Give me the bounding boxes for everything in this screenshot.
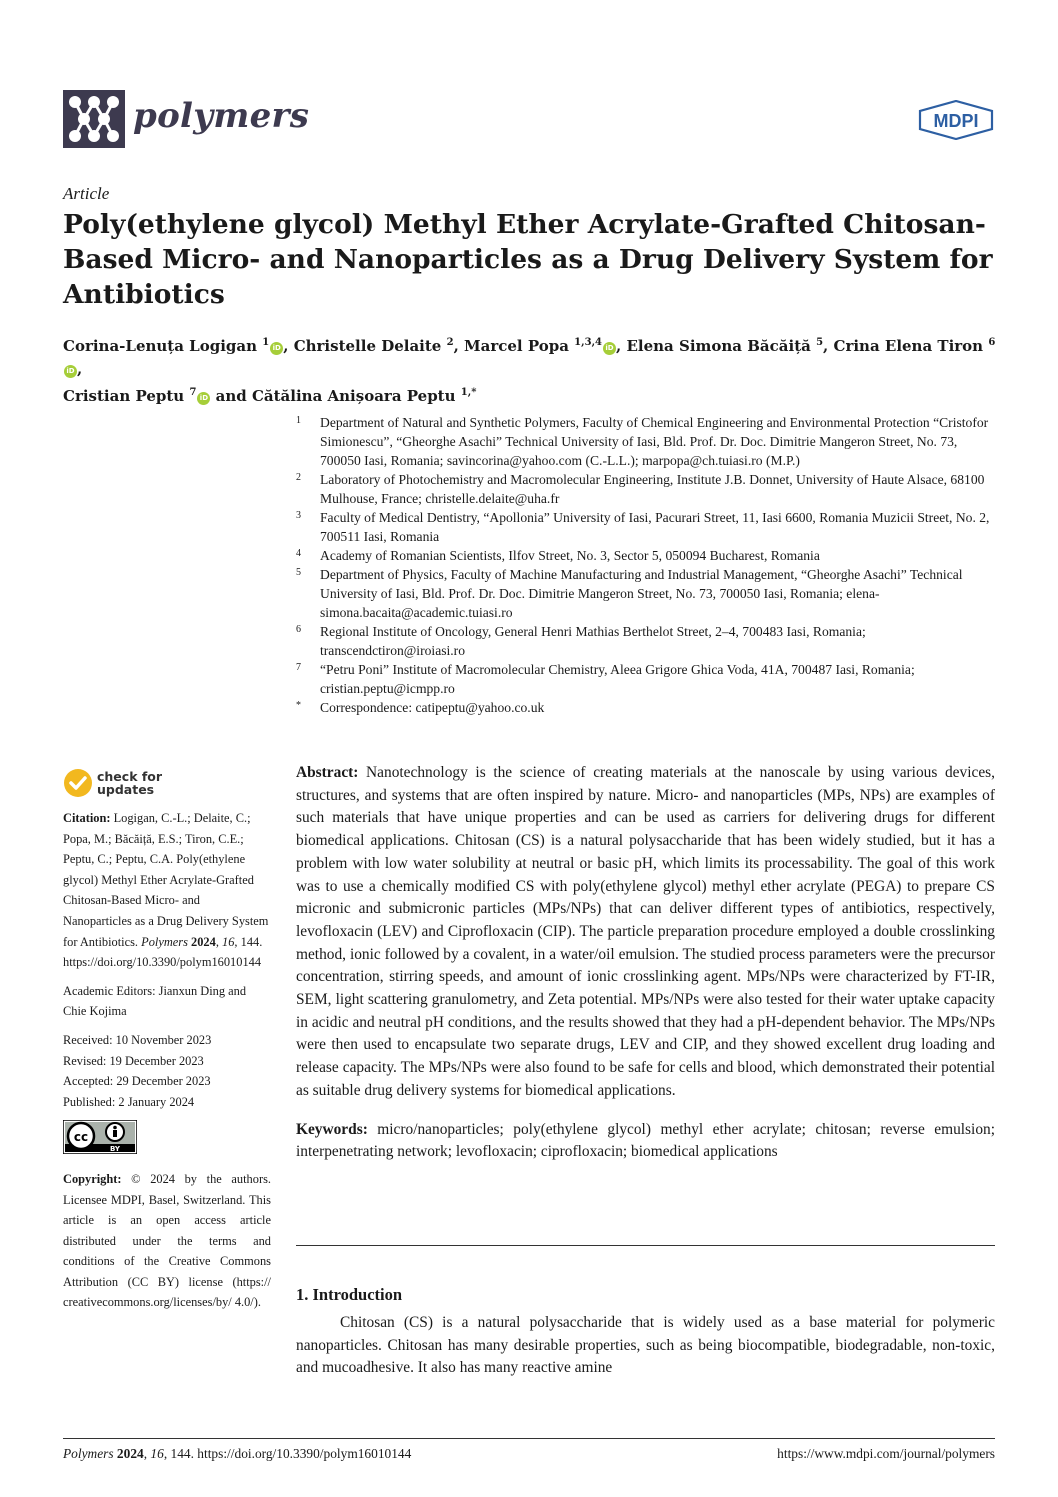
mdpi-logo-text: MDPI: [933, 111, 979, 131]
author-separator: ,: [453, 337, 465, 355]
citation-label: Citation:: [63, 811, 111, 825]
affiliation-item: [296, 698, 996, 717]
mdpi-logo: [918, 100, 994, 145]
article-type: Article: [63, 184, 110, 203]
affiliation-list: [296, 413, 996, 717]
footer-volume: 16: [150, 1446, 164, 1461]
author-affiliation-number: 7: [189, 387, 197, 398]
orcid-icon[interactable]: iD: [64, 365, 77, 378]
affiliation-text: Academy of Romanian Scientists, Ilfov Street, No. 3, Sector 5, 050094 Bucharest, Romania: [320, 548, 820, 563]
abstract-label: Abstract:: [296, 764, 359, 781]
affiliation-number: 2: [296, 472, 301, 483]
date-line: Received: 10 November 2023: [63, 1032, 212, 1047]
cc-by-license-badge[interactable]: [63, 1120, 271, 1161]
orcid-icon[interactable]: iD: [197, 392, 210, 405]
author-separator: ,: [77, 360, 83, 378]
check-updates-line2: updates: [97, 782, 155, 797]
affiliation-number: 7: [296, 662, 301, 673]
affiliation-text: Regional Institute of Oncology, General Henri Mathias Berthelot Street, 2–4, 700483 Iasi, Romania; transcendctiron@iroiasi.ro: [320, 624, 866, 658]
keywords-text: micro/nanoparticles; poly(ethylene glycol) methyl ether acrylate; chitosan; reverse emulsion; interpenetrating network; levofloxacin; ciprofloxacin; biomedical applications: [296, 1120, 995, 1161]
affiliation-text: “Petru Poni” Institute of Macromolecular Chemistry, Aleea Grigore Ghica Voda, 41A, 700487 Iasi, Romania; cristian.peptu@icmpp.ro: [320, 662, 915, 696]
affiliation-number: 1: [296, 415, 301, 426]
citation-volume: 16: [222, 934, 235, 949]
affiliation-number: 3: [296, 510, 301, 521]
citation-text: Logigan, C.-L.; Delaite, C.; Popa, M.; Băcăiță, E.S.; Tiron, C.E.; Peptu, C.; Peptu, C.A. Poly(ethylene glycol) Methyl Ether Acrylate-Grafted Chitosan-Based Micro- and Nanoparticles as a Drug Delivery System for Antibiotics.: [63, 811, 269, 949]
citation-block: Citation: Logigan, C.-L.; Delaite, C.; Popa, M.; Băcăiță, E.S.; Tiron, C.E.; Peptu, C.; Peptu, C.A. Poly(ethylene glycol) Methyl Ether Acrylate-Grafted Chitosan-Based Micro- and Nanoparticles as a Drug Delivery System for Antibiotics. Polymers 2024, 16, 144. https://doi.org/10.3390/polym16010144: [63, 811, 269, 970]
intro-text: Chitosan (CS) is a natural polysaccharide that is widely used as a base material for polymeric nanoparticles. Chitosan has many desirable properties, such as being biocompatible, biodegradable, non-toxic, and mucoadhesive. It also has many reactive amine: [296, 1314, 995, 1377]
author-name: Cristian Peptu: [63, 387, 185, 405]
affiliation-text: Department of Physics, Faculty of Machine Manufacturing and Industrial Management, “Gheorghe Asachi” Technical University of Iasi, Bld. Prof. Dr. Doc. Dimitrie Mangeron Street, No. 73, 700050 Iasi, Romania; elena-simona.bacaita@academic.tuiasi.ro: [320, 567, 963, 620]
author-affiliation-number: 6: [988, 337, 996, 348]
author-list: [63, 331, 1003, 408]
affiliation-text: Department of Natural and Synthetic Polymers, Faculty of Chemical Engineering and Environmental Protection “Cristofor Simionescu”, “Gheorghe Asachi” Technical University of Iasi, Bld. Prof. Dr. Doc. Dimitrie Mangeron Street, No. 73, 700050 Iasi, Romania; savincorina@yahoo.com (C.-L.L.); marpopa@ch.tuiasi.ro (M.P.): [320, 415, 989, 468]
abstract-section: [296, 762, 995, 1164]
footer-url[interactable]: https://www.mdpi.com/journal/polymers: [777, 1446, 995, 1461]
affiliation-text: Faculty of Medical Dentistry, “Apollonia” University of Iasi, Pacurari Street, 11, Iasi 6600, Romania Muzicii Street, No. 2, 700511 Iasi, Romania: [320, 510, 990, 544]
citation-year: 2024: [187, 934, 216, 949]
sidebar: [63, 768, 271, 1321]
affiliation-number: 4: [296, 548, 301, 559]
section-divider: [296, 1245, 995, 1246]
orcid-icon[interactable]: iD: [603, 342, 616, 355]
copyright-label: Copyright:: [63, 1171, 122, 1186]
author-separator: ,: [616, 337, 627, 355]
journal-logo: [63, 90, 363, 150]
affiliation-number: *: [296, 700, 301, 711]
author-separator: and: [210, 387, 252, 405]
copyright-block: [63, 1169, 271, 1313]
affiliation-item: [296, 565, 996, 622]
orcid-icon[interactable]: iD: [270, 342, 283, 355]
affiliation-item: [296, 413, 996, 470]
cc-badge-text: BY: [109, 1145, 121, 1154]
author-name: Christelle Delaite: [293, 337, 442, 355]
footer-divider: [63, 1438, 995, 1439]
footer-citation: Polymers 2024, 16, 144. https://doi.org/10.3390/polym16010144: [63, 1446, 412, 1461]
keywords-label: Keywords:: [296, 1120, 368, 1138]
author-name: Elena Simona Băcăiță: [626, 337, 811, 355]
journal-name: polymers: [133, 96, 310, 136]
author-affiliation-number: 1: [262, 337, 270, 348]
intro-heading: 1. Introduction: [296, 1285, 403, 1304]
affiliation-number: 5: [296, 567, 301, 578]
date-line: Published: 2 January 2024: [63, 1094, 195, 1109]
author-affiliation-number: 1,3,4: [574, 337, 603, 348]
affiliation-item: [296, 622, 996, 660]
footer-doi[interactable]: , 144. https://doi.org/10.3390/polym16010144: [163, 1446, 412, 1461]
creative-commons-icon: [63, 1120, 137, 1154]
academic-editors: Academic Editors: Jianxun Ding and Chie Kojima: [63, 983, 247, 1019]
dates-block: [63, 1030, 271, 1112]
article-title: Poly(ethylene glycol) Methyl Ether Acrylate-Grafted Chitosan-Based Micro- and Nanoparticles as a Drug Delivery System for Antibiotics: [63, 209, 993, 310]
author-name: Crina Elena Tiron: [833, 337, 984, 355]
affiliation-item: [296, 546, 996, 565]
abstract-text: Nanotechnology is the science of creating materials at the nanoscale by using various devices, structures, and systems that are often inspired by nature. Micro- and nanoparticles (MPs, NPs) are examples of such materials that have unique properties and can be used as carriers for delivering drugs for different biomedical applications. Chitosan (CS) is a natural polysaccharide that has been widely studied, but it has a problem with low water solubility at neutral or basic pH, which limits its processability. The goal of this work was to use a chemically modified CS with poly(ethylene glycol) methyl ether acrylate (PEGA) to prepare CS micronic and submicronic particles (MPs/NPs) that can deliver different types of antibiotics, respectively, levofloxacin (LEV) and Ciprofloxacin (CIP). The particle preparation procedure employed a double crosslinking method, ionic followed by a covalent, in a water/oil emulsion. The studied process parameters were the precursor concentration, stirring speeds, and amount of ionic crosslinking agent. MPs/NPs were characterized by FT-IR, SEM, light scattering granulometry, and Zeta potential. MPs/NPs were also tested for their water uptake capacity in acidic and neutral pH conditions, and the results showed that they had a pH-dependent behavior. The MPs/NPs were then used to encapsulate two separate drugs, LEV and CIP, and they showed excellent drug loading and release capacity. The MPs/NPs were also found to be safe for cells and blood, which demonstrated their potential as suitable drug delivery systems for biomedical applications.: [296, 764, 995, 1099]
author-separator: ,: [283, 337, 294, 355]
affiliation-text: Correspondence: catipeptu@yahoo.co.uk: [320, 700, 545, 715]
mdpi-logo-icon: [918, 100, 994, 140]
author-separator: ,: [823, 337, 834, 355]
author-affiliation-number: 5: [816, 337, 824, 348]
affiliation-text: Laboratory of Photochemistry and Macromolecular Engineering, Institute J.B. Donnet, University of Haute Alsace, 68100 Mulhouse, France; christelle.delaite@uha.fr: [320, 472, 985, 506]
author-affiliation-number: 2: [446, 337, 454, 348]
copyright-text: © 2024 by the authors. Licensee MDPI, Basel, Switzerland. This article is an open access article distributed under the terms and conditions of the Creative Commons Attribution (CC BY) license (https:// creativecommons.org/licenses/by/ 4.0/).: [63, 1171, 271, 1310]
check-updates-icon: [63, 768, 93, 798]
keywords: [296, 1119, 995, 1164]
date-line: Revised: 19 December 2023: [63, 1053, 204, 1068]
polymers-logo-icon: [63, 90, 125, 148]
citation-journal: Polymers: [141, 934, 188, 949]
author-name: Marcel Popa: [464, 337, 569, 355]
footer-year: 2024: [113, 1446, 144, 1461]
affiliation-item: [296, 660, 996, 698]
citation-doi[interactable]: , 144. https://doi.org/10.3390/polym16010144: [63, 934, 263, 970]
footer-journal: Polymers: [63, 1446, 114, 1461]
author-affiliation-number: 1,*: [460, 387, 477, 398]
author-name: Corina-Lenuța Logigan: [63, 337, 258, 355]
affiliation-item: [296, 470, 996, 508]
author-name: Cătălina Anișoara Peptu: [251, 387, 456, 405]
affiliation-item: [296, 508, 996, 546]
check-updates-line1: check for: [97, 769, 163, 784]
abstract: [296, 762, 995, 1103]
date-line: Accepted: 29 December 2023: [63, 1074, 211, 1089]
affiliation-number: 6: [296, 624, 301, 635]
svg-text:cc: cc: [73, 1130, 89, 1145]
check-for-updates-badge[interactable]: [63, 768, 271, 798]
